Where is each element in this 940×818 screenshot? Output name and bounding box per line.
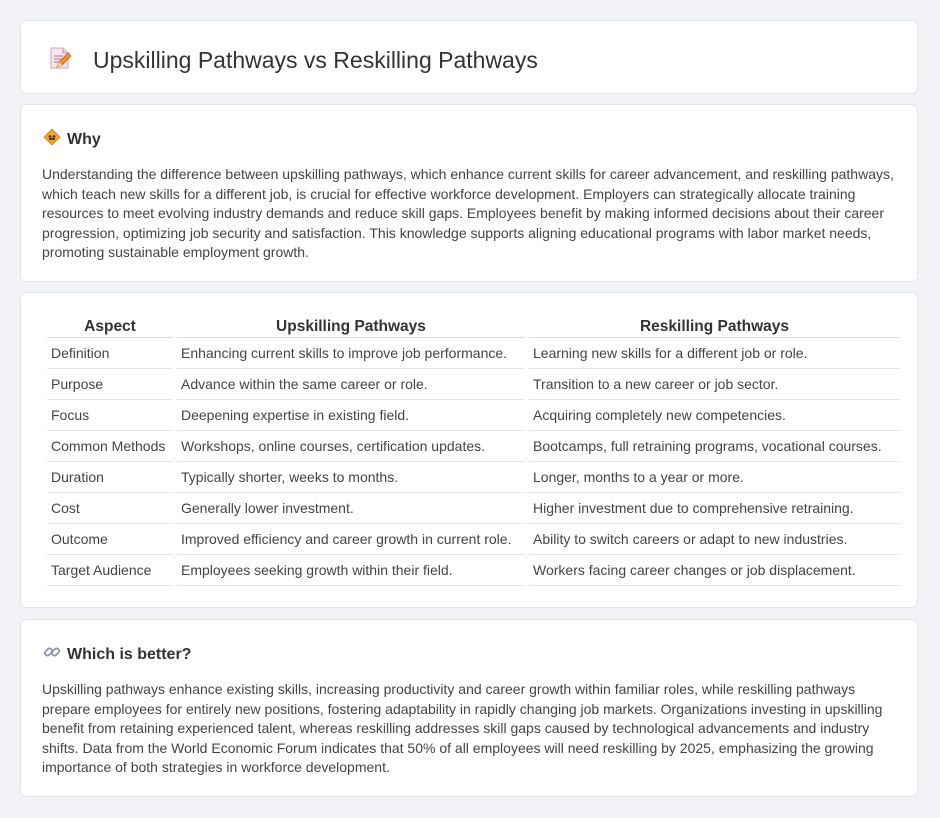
table-cell-reskilling: Higher investment due to comprehensive retraining. bbox=[529, 493, 900, 524]
document-pencil-icon bbox=[47, 45, 73, 76]
why-heading: Why bbox=[67, 130, 101, 148]
table-cell-upskilling: Workshops, online courses, certification updates. bbox=[177, 431, 525, 462]
page-title: Upskilling Pathways vs Reskilling Pathways bbox=[93, 47, 538, 73]
comparison-table bbox=[43, 316, 904, 586]
table-row bbox=[47, 555, 900, 586]
table-cell-aspect: Duration bbox=[47, 462, 173, 493]
road-sign-icon bbox=[43, 128, 61, 151]
table-cell-upskilling: Deepening expertise in existing field. bbox=[177, 400, 525, 431]
which-is-better-card bbox=[20, 619, 918, 797]
table-row bbox=[47, 338, 900, 369]
comparison-card bbox=[20, 292, 918, 608]
table-cell-aspect: Common Methods bbox=[47, 431, 173, 462]
table-cell-upskilling: Advance within the same career or role. bbox=[177, 369, 525, 400]
table-cell-upskilling: Generally lower investment. bbox=[177, 493, 525, 524]
table-cell-aspect: Outcome bbox=[47, 524, 173, 555]
table-cell-reskilling: Bootcamps, full retraining programs, vocational courses. bbox=[529, 431, 900, 462]
table-cell-upskilling: Improved efficiency and career growth in current role. bbox=[177, 524, 525, 555]
table-cell-aspect: Definition bbox=[47, 338, 173, 369]
table-row bbox=[47, 431, 900, 462]
table-row bbox=[47, 462, 900, 493]
table-row bbox=[47, 400, 900, 431]
table-cell-reskilling: Learning new skills for a different job or role. bbox=[529, 338, 900, 369]
which-is-better-text: Upskilling pathways enhance existing skills, increasing productivity and career growth within familiar roles, while reskilling pathways prepare employees for entirely new positions, fostering adaptability in rapidly changing job markets. Organizations investing in upskilling benefit from retaining experienced talent, whereas reskilling addresses skill gaps caused by technological advancements and industry shifts. Data from the World Economic Forum indicates that 50% of all employees will need reskilling by 2025, emphasizing the growing importance of both strategies in workforce development. bbox=[42, 681, 883, 776]
table-row bbox=[47, 524, 900, 555]
link-icon bbox=[43, 643, 61, 666]
table-row bbox=[47, 369, 900, 400]
table-cell-aspect: Target Audience bbox=[47, 555, 173, 586]
table-cell-reskilling: Workers facing career changes or job displacement. bbox=[529, 555, 900, 586]
table-cell-upskilling: Employees seeking growth within their field. bbox=[177, 555, 525, 586]
column-header-aspect: Aspect bbox=[47, 316, 173, 338]
table-row bbox=[47, 493, 900, 524]
title-card bbox=[20, 20, 918, 94]
table-cell-aspect: Focus bbox=[47, 400, 173, 431]
table-cell-aspect: Cost bbox=[47, 493, 173, 524]
which-is-better-heading: Which is better? bbox=[67, 645, 192, 663]
table-cell-upskilling: Typically shorter, weeks to months. bbox=[177, 462, 525, 493]
table-cell-upskilling: Enhancing current skills to improve job performance. bbox=[177, 338, 525, 369]
table-cell-reskilling: Transition to a new career or job sector. bbox=[529, 369, 900, 400]
column-header-upskilling: Upskilling Pathways bbox=[177, 316, 525, 338]
table-cell-aspect: Purpose bbox=[47, 369, 173, 400]
table-cell-reskilling: Acquiring completely new competencies. bbox=[529, 400, 900, 431]
table-header-row bbox=[47, 316, 900, 338]
column-header-reskilling: Reskilling Pathways bbox=[529, 316, 900, 338]
why-card bbox=[20, 104, 918, 282]
table-cell-reskilling: Ability to switch careers or adapt to new industries. bbox=[529, 524, 900, 555]
table-cell-reskilling: Longer, months to a year or more. bbox=[529, 462, 900, 493]
why-text: Understanding the difference between upskilling pathways, which enhance current skills for career advancement, and reskilling pathways, which teach new skills for a different job, is crucial for effective workforce development. Employers can strategically allocate training resources to meet evolving industry demands and reduce skill gaps. Employees benefit by making informed decisions about their career progression, optimizing job security and satisfaction. This knowledge supports aligning educational programs with labor market needs, promoting sustainable employment growth. bbox=[42, 166, 894, 261]
